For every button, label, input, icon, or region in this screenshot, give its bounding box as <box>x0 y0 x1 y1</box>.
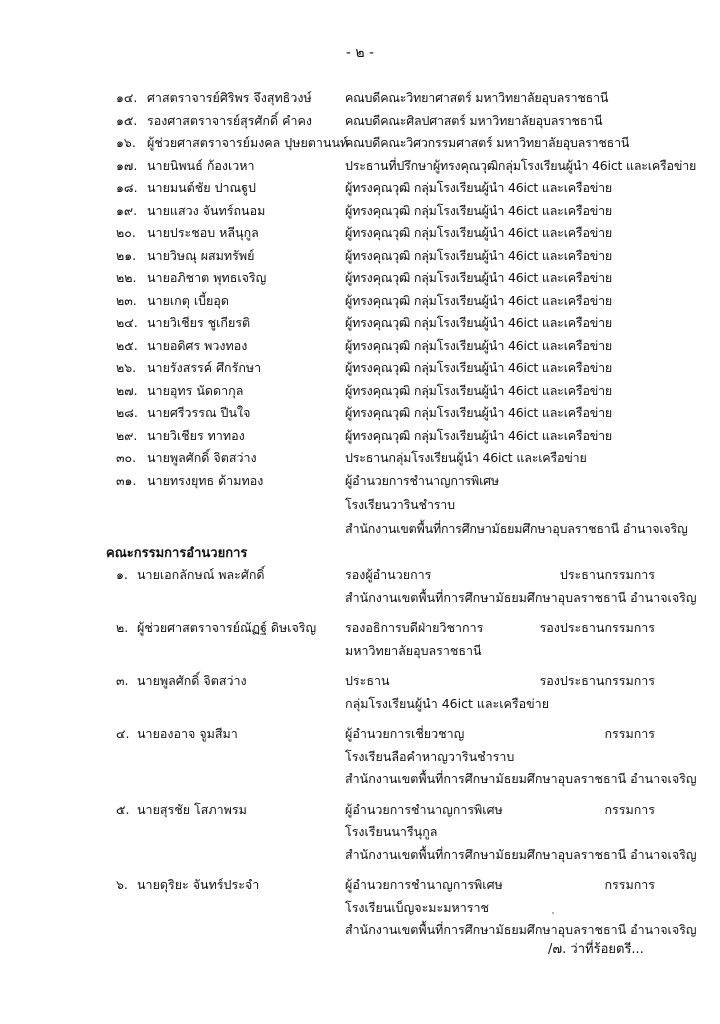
member-role: รองประธานกรรมการ <box>539 673 655 688</box>
member-detail-line <box>345 641 655 664</box>
advisor-position-line: ผู้ทรงคุณวุฒิ กลุ่มโรงเรียนผู้นำ 46ict และเครือข่าย <box>345 382 613 398</box>
advisor-row <box>0 88 720 111</box>
member-number: ๕. <box>116 801 130 817</box>
member-details <box>345 875 697 943</box>
advisor-name: ผู้ช่วยศาสตราจารย์มงคล ปุษยตานนท์ <box>147 135 349 150</box>
advisor-position <box>345 381 612 401</box>
advisor-position-line: ประธานกลุ่มโรงเรียนผู้นำ 46ict และเครือข่าย <box>345 450 587 465</box>
committee-member <box>0 800 720 876</box>
member-detail-text: สำนักงานเขตพื้นที่การศึกษามัธยมศึกษาอุบลราชธานี อำนาจเจริญ <box>345 589 697 605</box>
advisor-row <box>0 381 720 404</box>
advisor-name: นายพูลศักดิ์ จิตสว่าง <box>147 450 257 465</box>
member-detail-line <box>345 694 655 717</box>
advisor-row <box>0 291 720 314</box>
advisor-name: นายทรงยุทธ ด้ามทอง <box>147 472 264 488</box>
advisor-row <box>0 156 720 179</box>
ink-speck <box>552 912 554 914</box>
advisor-position <box>345 88 608 108</box>
member-detail-text: ผู้อำนวยการเชี่ยวชาญ <box>345 726 465 741</box>
advisor-number: ๒๖. <box>116 360 137 375</box>
member-detail-line <box>345 845 697 868</box>
advisor-number: ๓๑. <box>116 472 137 488</box>
member-detail-line <box>345 898 655 921</box>
advisor-list <box>0 88 720 536</box>
page-number: - ๒ - <box>345 45 375 61</box>
advisor-name: นายเกตุ เบี้ยอุด <box>147 292 229 308</box>
advisor-row <box>0 313 720 336</box>
member-detail-text: โรงเรียนเบ็ญจะมะมหาราช <box>345 899 489 915</box>
advisor-row <box>0 448 720 471</box>
advisor-position <box>345 133 629 153</box>
advisor-number: ๒๕. <box>116 337 138 353</box>
member-detail-text: ผู้อำนวยการชำนาญการพิเศษ <box>345 801 503 817</box>
advisor-position-line: ผู้ทรงคุณวุฒิ กลุ่มโรงเรียนผู้นำ 46ict และเครือข่าย <box>345 247 613 263</box>
advisor-name: รองศาสตราจารย์สุรศักดิ์ คำคง <box>147 112 312 128</box>
advisor-row <box>0 133 720 156</box>
member-name: นายสุรชัย โสภาพรม <box>137 801 247 817</box>
advisor-position <box>345 313 612 333</box>
advisor-name: นายมนต์ชัย ปาณฐูป <box>147 180 256 195</box>
advisor-number: ๑๗. <box>116 157 138 173</box>
advisor-name: นายอุทร นัดดากุล <box>147 382 244 398</box>
advisor-name: นายอภิชาต พุทธเจริญ <box>147 270 267 285</box>
member-details <box>345 671 655 716</box>
member-detail-text: โรงเรียนนารีนุกูล <box>345 824 438 839</box>
member-detail-text: รองอธิการบดีฝ่ายวิชาการ <box>345 620 484 635</box>
advisor-number: ๒๑. <box>116 247 137 263</box>
member-detail-line <box>345 875 655 898</box>
advisor-row <box>0 111 720 134</box>
member-role: กรรมการ <box>604 801 655 817</box>
advisor-position-line: ผู้ทรงคุณวุฒิ กลุ่มโรงเรียนผู้นำ 46ict และเครือข่าย <box>345 202 613 218</box>
advisor-position-line: ผู้ทรงคุณวุฒิ กลุ่มโรงเรียนผู้นำ 46ict และเครือข่าย <box>345 180 613 195</box>
advisor-position <box>345 471 688 539</box>
advisor-position-line: ประธานที่ปรึกษาผู้ทรงคุณวุฒิกลุ่มโรงเรียนผู้นำ 46ict และเครือข่าย <box>345 157 697 173</box>
member-name: นายดุริยะ จันทร์ประจำ <box>137 877 260 892</box>
advisor-number: ๑๙. <box>116 202 138 218</box>
advisor-position <box>345 268 612 288</box>
advisor-number: ๒๗. <box>116 382 138 398</box>
advisor-row <box>0 268 720 291</box>
member-detail-line <box>345 747 655 770</box>
member-detail-text: ประธาน <box>345 673 390 688</box>
member-details <box>345 724 697 792</box>
advisor-name: นายศรีวรรณ ปีนใจ <box>147 405 251 420</box>
advisor-position-line: ผู้ทรงคุณวุฒิ กลุ่มโรงเรียนผู้นำ 46ict และเครือข่าย <box>345 337 613 353</box>
committee-member <box>0 724 720 800</box>
advisor-row <box>0 471 720 536</box>
advisor-position <box>345 246 612 266</box>
advisor-position <box>345 403 612 423</box>
advisor-number: ๒๓. <box>116 292 137 308</box>
member-detail-text: กลุ่มโรงเรียนผู้นำ 46ict และเครือข่าย <box>345 695 550 711</box>
advisor-row <box>0 178 720 201</box>
member-detail-text: รองผู้อำนวยการ <box>345 567 432 582</box>
advisor-number: ๒๔. <box>116 315 138 330</box>
advisor-position-line: สำนักงานเขตพื้นที่การศึกษามัธยมศึกษาอุบลราชธานี อำนาจเจริญ <box>345 520 688 536</box>
advisor-number: ๒๘. <box>116 405 138 420</box>
committee-heading: คณะกรรมการอำนวยการ <box>106 546 248 561</box>
advisor-row <box>0 426 720 449</box>
committee-member <box>0 671 720 724</box>
advisor-number: ๓๐. <box>116 450 137 465</box>
footer-continuation-note: /๗. ว่าที่ร้อยตรี... <box>548 942 644 957</box>
advisor-position-line: คณบดีคณะวิศวกรรมศาสตร์ มหาวิทยาลัยอุบลราชธานี <box>345 135 630 150</box>
advisor-position <box>345 426 612 446</box>
member-detail-line <box>345 800 655 823</box>
member-detail-line <box>345 588 697 611</box>
advisor-position-line: ผู้อำนวยการชำนาญการพิเศษ <box>345 472 499 488</box>
advisor-row <box>0 223 720 246</box>
member-detail-line <box>345 671 655 694</box>
advisor-name: นายอดิศร พวงทอง <box>147 337 248 353</box>
member-detail-line <box>345 724 655 747</box>
member-detail-line <box>345 565 655 588</box>
advisor-name: นายประชอบ หลีนุกูล <box>147 225 259 240</box>
advisor-row <box>0 336 720 359</box>
advisor-name: นายวิเชียร ชูเกียรติ <box>147 315 251 330</box>
advisor-position <box>345 336 612 356</box>
member-detail-line <box>345 618 655 641</box>
advisor-position <box>345 291 612 311</box>
member-detail-text: มหาวิทยาลัยอุบลราชธานี <box>345 642 482 658</box>
member-details <box>345 565 697 610</box>
member-detail-text: สำนักงานเขตพื้นที่การศึกษามัธยมศึกษาอุบลราชธานี อำนาจเจริญ <box>345 922 697 937</box>
member-detail-text: สำนักงานเขตพื้นที่การศึกษามัธยมศึกษาอุบลราชธานี อำนาจเจริญ <box>345 771 697 786</box>
member-role: รองประธานกรรมการ <box>539 620 655 635</box>
advisor-row <box>0 403 720 426</box>
advisor-position-line: คณบดีคณะศิลปศาสตร์ มหาวิทยาลัยอุบลราชธานี <box>345 112 603 128</box>
member-number: ๒. <box>116 620 129 635</box>
member-detail-line <box>345 769 697 792</box>
advisor-row <box>0 201 720 224</box>
committee-member <box>0 618 720 671</box>
advisor-number: ๑๖. <box>116 135 136 150</box>
advisor-position <box>345 178 612 198</box>
advisor-position-line: โรงเรียนวารินชำราบ <box>345 496 455 512</box>
member-number: ๔. <box>116 726 130 741</box>
advisor-number: ๑๔. <box>116 90 138 105</box>
advisor-row <box>0 246 720 269</box>
advisor-position-line: ผู้ทรงคุณวุฒิ กลุ่มโรงเรียนผู้นำ 46ict และเครือข่าย <box>345 292 613 308</box>
advisor-position <box>345 201 612 221</box>
advisor-number: ๒๙. <box>116 427 138 443</box>
advisor-position <box>345 448 587 468</box>
member-role: กรรมการ <box>604 877 655 892</box>
member-detail-text: ผู้อำนวยการชำนาญการพิเศษ <box>345 877 503 892</box>
advisor-number: ๑๘. <box>116 180 138 195</box>
member-number: ๖. <box>116 877 128 892</box>
advisor-position-line: ผู้ทรงคุณวุฒิ กลุ่มโรงเรียนผู้นำ 46ict และเครือข่าย <box>345 225 613 240</box>
advisor-position <box>345 156 696 176</box>
advisor-position-line: ผู้ทรงคุณวุฒิ กลุ่มโรงเรียนผู้นำ 46ict และเครือข่าย <box>345 427 613 443</box>
advisor-position-line: ผู้ทรงคุณวุฒิ กลุ่มโรงเรียนผู้นำ 46ict และเครือข่าย <box>345 270 613 285</box>
member-details <box>345 800 697 868</box>
member-details <box>345 618 655 663</box>
member-detail-text: โรงเรียนลือคำหาญวารินชำราบ <box>345 748 515 764</box>
advisor-number: ๒๐. <box>116 225 136 240</box>
member-name: ผู้ช่วยศาสตราจารย์ณัฏฐ์ ดิษเจริญ <box>137 620 317 635</box>
member-name: นายเอกลักษณ์ พละศักดิ์ <box>137 567 265 582</box>
advisor-position <box>345 223 612 243</box>
advisor-name: นายแสวง จันทร์ถนอม <box>147 202 266 218</box>
advisor-position <box>345 358 612 378</box>
advisor-name: นายวิษณุ ผสมทรัพย์ <box>147 247 255 263</box>
advisor-name: ศาสตราจารย์ศิริพร จึงสุทธิวงษ์ <box>147 90 312 105</box>
advisor-position-line: คณบดีคณะวิทยาศาสตร์ มหาวิทยาลัยอุบลราชธานี <box>345 90 609 105</box>
advisor-position-line: ผู้ทรงคุณวุฒิ กลุ่มโรงเรียนผู้นำ 46ict และเครือข่าย <box>345 315 613 330</box>
member-name: นายพูลศักดิ์ จิตสว่าง <box>137 673 247 688</box>
advisor-position <box>345 111 602 131</box>
advisor-row <box>0 358 720 381</box>
member-role: กรรมการ <box>604 726 655 741</box>
member-name: นายองอาจ จูมสีมา <box>137 726 238 741</box>
committee-member <box>0 565 720 618</box>
member-detail-text: สำนักงานเขตพื้นที่การศึกษามัธยมศึกษาอุบลราชธานี อำนาจเจริญ <box>345 846 697 862</box>
advisor-number: ๑๕. <box>116 112 138 128</box>
member-number: ๓. <box>116 673 129 688</box>
committee-list <box>0 565 720 951</box>
member-number: ๑. <box>116 567 128 582</box>
member-role: ประธานกรรมการ <box>559 567 655 582</box>
advisor-name: นายวิเชียร ทาทอง <box>147 427 245 443</box>
advisor-position-line: ผู้ทรงคุณวุฒิ กลุ่มโรงเรียนผู้นำ 46ict และเครือข่าย <box>345 360 613 375</box>
advisor-name: นายรังสรรค์ ศึกรักษา <box>147 360 262 375</box>
advisor-name: นายนิพนธ์ ก้องเวหา <box>147 157 255 173</box>
advisor-position-line: ผู้ทรงคุณวุฒิ กลุ่มโรงเรียนผู้นำ 46ict และเครือข่าย <box>345 405 613 420</box>
member-detail-line <box>345 822 655 845</box>
advisor-number: ๒๒. <box>116 270 137 285</box>
